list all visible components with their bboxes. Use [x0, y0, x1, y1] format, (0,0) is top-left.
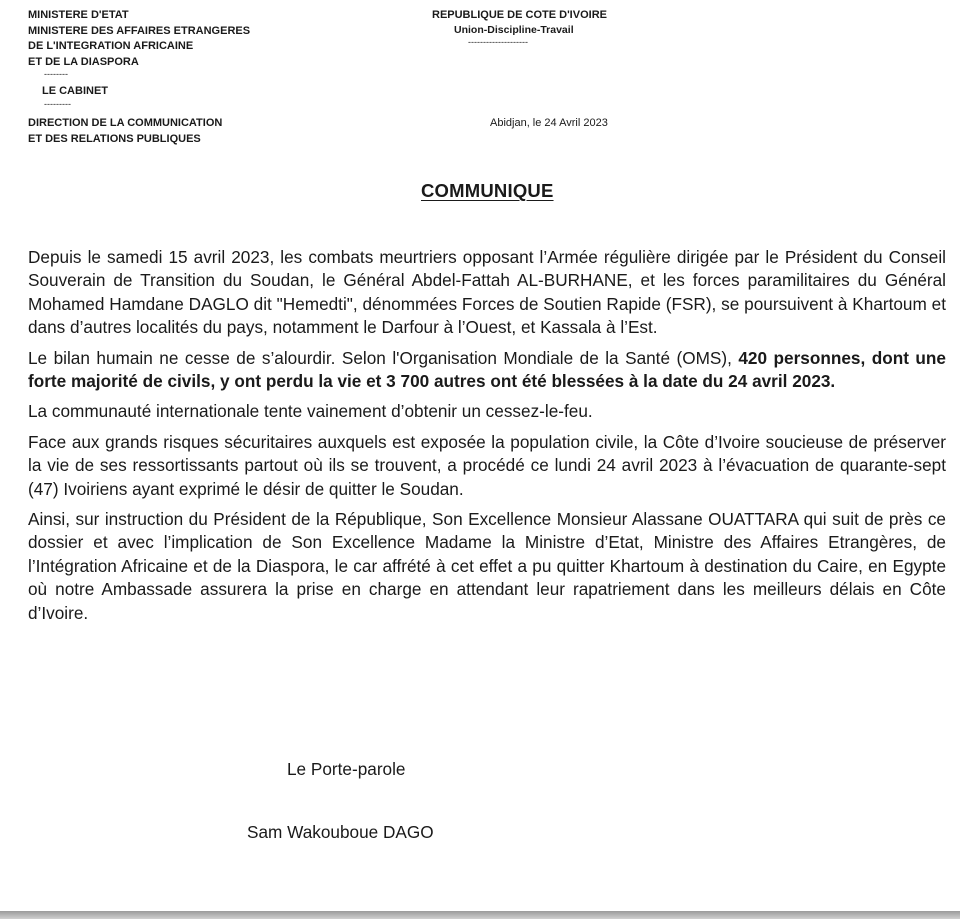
motto-divider: --------------------: [468, 37, 528, 47]
communique-body: [28, 246, 946, 632]
ministry-line: MINISTERE D'ETAT: [28, 9, 129, 21]
paragraph-1: Depuis le samedi 15 avril 2023, les combats meurtriers opposant l’Armée régulière dirigée par le Président du Conseil Souverain de Transition du Soudan, le Général Abdel-Fattah AL-BURHANE, et les forces paramilitaires du Général Mohamed Hamdane DAGLO dit "Hemedti", dénommées Forces de Soutien Rapide (FSR), se poursuivent à Khartoum et dans d’autres localités du pays, notamment le Darfour à l’Ouest, et Kassala à l’Est.: [28, 247, 946, 338]
direction-header: [28, 116, 222, 147]
ministry-line: ET DE LA DIASPORA: [28, 55, 139, 68]
national-motto: Union-Discipline-Travail: [454, 24, 574, 36]
paragraph-5: Ainsi, sur instruction du Président de la République, Son Excellence Monsieur Alassane OUATTARA qui suit de près ce dossier et avec l’implication de Son Excellence Madame la Ministre d’Etat, Ministre des Affaires Etrangères, de l’Intégration Africaine et de la Diaspora, le car affrété à cet effet a pu quitter Khartoum à destination du Caire, en Egypte où notre Ambassade assurera la prise en charge en attendant leur rapatriement dans les meilleurs délais en Côte d’Ivoire.: [28, 509, 946, 623]
document-title: COMMUNIQUE: [421, 180, 554, 201]
paragraph-2: [28, 347, 946, 394]
paragraph-2-intro: Le bilan humain ne cesse de s’alourdir. Selon l'Organisation Mondiale de la Santé (OMS),: [28, 347, 739, 368]
header-divider: ---------: [44, 99, 71, 109]
header-divider: --------: [44, 69, 68, 79]
ministry-header: [28, 8, 250, 70]
direction-line: DIRECTION DE LA COMMUNICATION: [28, 117, 223, 129]
page-bottom-edge: [0, 911, 960, 919]
paragraph-4: Face aux grands risques sécuritaires auxquels est exposée la population civile, la Côte d’Ivoire soucieuse de préserver la vie de ses ressortissants partout où ils se trouvent, a procédé ce lundi 24 avril 2023 à l’évacuation de quarante-sept (47) Ivoiriens ayant exprimé le désir de quitter le Soudan.: [28, 431, 946, 499]
republic-title: REPUBLIQUE DE COTE D'IVOIRE: [432, 9, 607, 21]
cabinet-label: LE CABINET: [42, 85, 108, 97]
paragraph-3: La communauté internationale tente vainement d’obtenir un cessez-le-feu.: [28, 401, 593, 422]
document-date: Abidjan, le 24 Avril 2023: [490, 117, 608, 129]
signatory-name: Sam Wakouboue DAGO: [247, 822, 434, 842]
casualty-figures: 420 personnes, dont une forte majorité de civils, y ont perdu la vie et 3 700 autres ont été blessées à la date du 24 avril 2023.: [28, 347, 946, 392]
ministry-line: DE L'INTEGRATION AFRICAINE: [28, 40, 194, 52]
direction-line: ET DES RELATIONS PUBLIQUES: [28, 132, 201, 145]
ministry-line: MINISTERE DES AFFAIRES ETRANGERES: [28, 24, 251, 37]
signatory-role: Le Porte-parole: [287, 759, 406, 779]
